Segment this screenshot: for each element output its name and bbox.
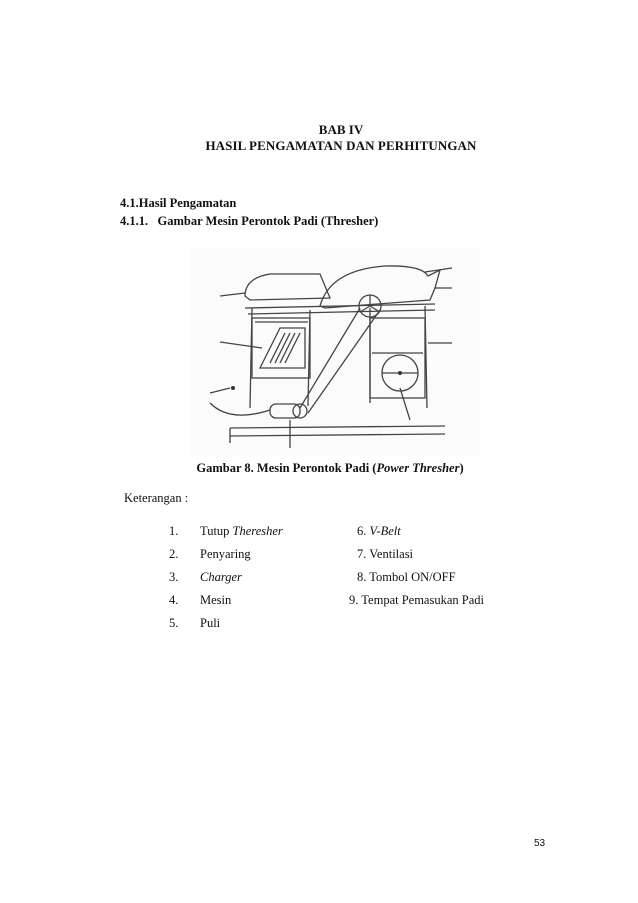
- section-heading: 4.1.Hasil Pengamatan: [120, 196, 237, 210]
- legend-num: 5.: [169, 616, 179, 630]
- legend-right-text: Ventilasi: [369, 547, 414, 561]
- legend-text-plain: Tutup: [200, 524, 230, 538]
- legend-text: Mesin: [200, 593, 232, 607]
- legend-right-num: 6.: [357, 524, 367, 538]
- legend-right-text: Tombol ON/OFF: [369, 570, 456, 584]
- subsection-heading: 4.1.1. Gambar Mesin Perontok Padi (Thresher): [120, 214, 379, 228]
- legend-right-item: [357, 524, 401, 539]
- legend-text: Charger: [200, 570, 242, 584]
- legend-right-item: [357, 570, 456, 585]
- chapter-title: HASIL PENGAMATAN DAN PERHITUNGAN: [205, 138, 477, 153]
- caption-italic: Power Thresher: [376, 461, 460, 475]
- chapter-number: BAB IV: [318, 122, 364, 137]
- legend-num: 2.: [169, 547, 179, 561]
- legend-label: Keterangan :: [124, 491, 189, 505]
- legend-right-num: 9.: [349, 593, 359, 607]
- legend-text-italic: Theresher: [232, 524, 283, 538]
- legend-text: [200, 524, 283, 539]
- legend-right-num: 8.: [357, 570, 367, 584]
- thresher-drawing: [190, 248, 480, 456]
- legend-right-text: Tempat Pemasukan Padi: [361, 593, 484, 607]
- figure-caption: [0, 461, 638, 476]
- legend-right-text: V-Belt: [369, 524, 401, 538]
- legend-num: 3.: [169, 570, 179, 584]
- legend-right-item: [357, 547, 413, 562]
- legend-right-item: [349, 593, 484, 608]
- caption-prefix: Gambar 8. Mesin Perontok Padi (: [196, 461, 377, 475]
- caption-suffix: ): [459, 461, 464, 475]
- page-number: 53: [534, 838, 546, 849]
- legend-text: [200, 547, 251, 562]
- legend-num: 4.: [169, 593, 179, 607]
- legend-text-plain: Penyaring: [200, 547, 251, 561]
- thresher-figure: [190, 248, 480, 456]
- legend-num: 1.: [169, 524, 179, 538]
- legend-right-num: 7.: [357, 547, 367, 561]
- legend-text: Puli: [200, 616, 221, 630]
